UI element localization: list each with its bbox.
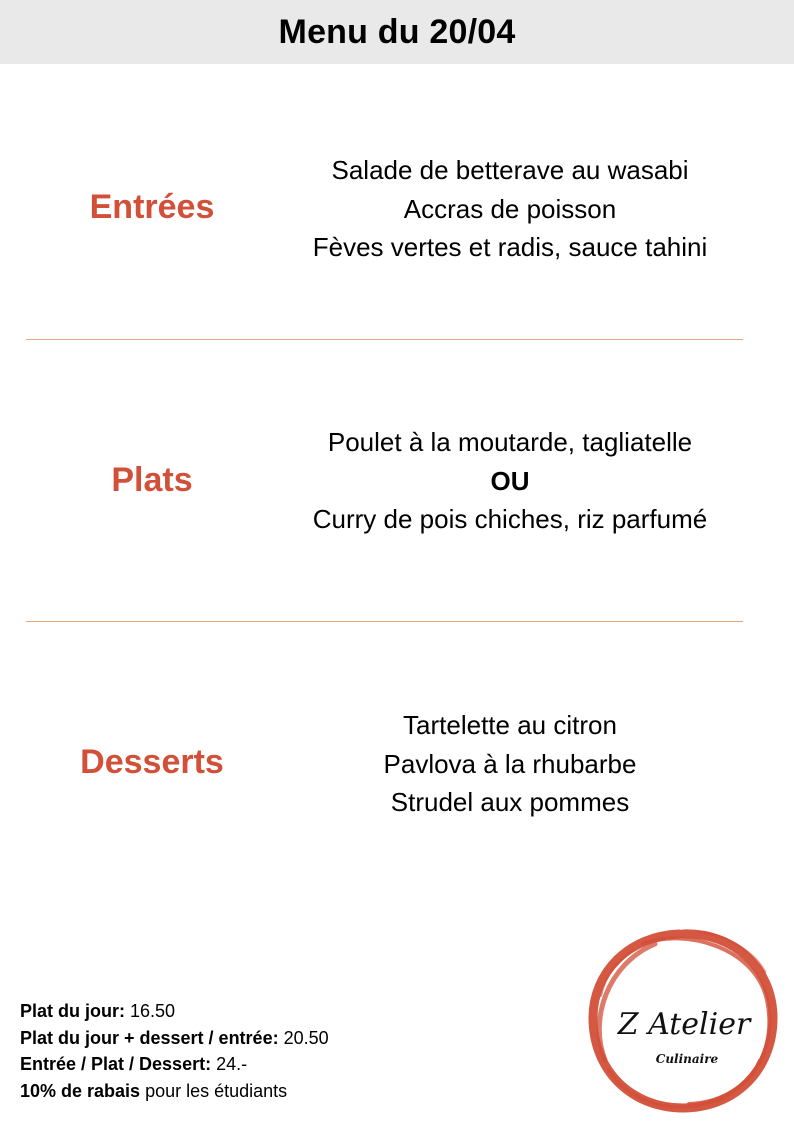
section-divider bbox=[26, 339, 743, 340]
section-title-plats: Plats bbox=[111, 461, 193, 499]
pricing-line bbox=[20, 998, 440, 1025]
pricing-value: 24.- bbox=[211, 1054, 248, 1074]
menu-item: Fèves vertes et radis, sauce tahini bbox=[312, 232, 708, 262]
section-title-entrees: Entrées bbox=[89, 188, 215, 226]
section-items-plats bbox=[268, 423, 752, 539]
menu-item: Tartelette au citron bbox=[403, 710, 617, 740]
pricing-line bbox=[20, 1025, 440, 1052]
menu-item-separator: OU bbox=[490, 465, 530, 496]
section-items-entrees bbox=[268, 151, 752, 267]
menu-item: Accras de poisson bbox=[403, 193, 617, 224]
pricing-value: 16.50 bbox=[125, 1001, 176, 1021]
discount-label: 10% de rabais bbox=[20, 1080, 141, 1101]
menu-item: Salade de betterave au wasabi bbox=[331, 155, 689, 185]
menu-item: Pavlova à la rhubarbe bbox=[383, 748, 637, 779]
pricing-label: Plat du jour + dessert / entrée: bbox=[20, 1027, 279, 1048]
section-title-desserts: Desserts bbox=[80, 743, 224, 781]
pricing-line bbox=[20, 1078, 440, 1105]
logo-subtitle: Culinaire bbox=[655, 1052, 719, 1066]
menu-header bbox=[0, 0, 794, 64]
discount-value: pour les étudiants bbox=[140, 1080, 288, 1101]
section-divider bbox=[26, 621, 743, 622]
menu-item: Poulet à la moutarde, tagliatelle bbox=[327, 427, 693, 457]
section-items-desserts bbox=[268, 706, 752, 822]
z-atelier-logo bbox=[583, 920, 783, 1120]
menu-item: Strudel aux pommes bbox=[390, 787, 630, 817]
pricing-label: Entrée / Plat / Dessert: bbox=[20, 1054, 212, 1074]
pricing-value: 20.50 bbox=[278, 1027, 329, 1048]
pricing-info bbox=[20, 998, 440, 1104]
menu-item: Curry de pois chiches, riz parfumé bbox=[312, 504, 708, 534]
pricing-line bbox=[20, 1051, 440, 1078]
page-title: Menu du 20/04 bbox=[278, 12, 516, 51]
logo-name: Z Atelier bbox=[617, 1007, 751, 1042]
brush-circle-icon bbox=[583, 920, 783, 1120]
pricing-label: Plat du jour: bbox=[20, 1001, 125, 1021]
